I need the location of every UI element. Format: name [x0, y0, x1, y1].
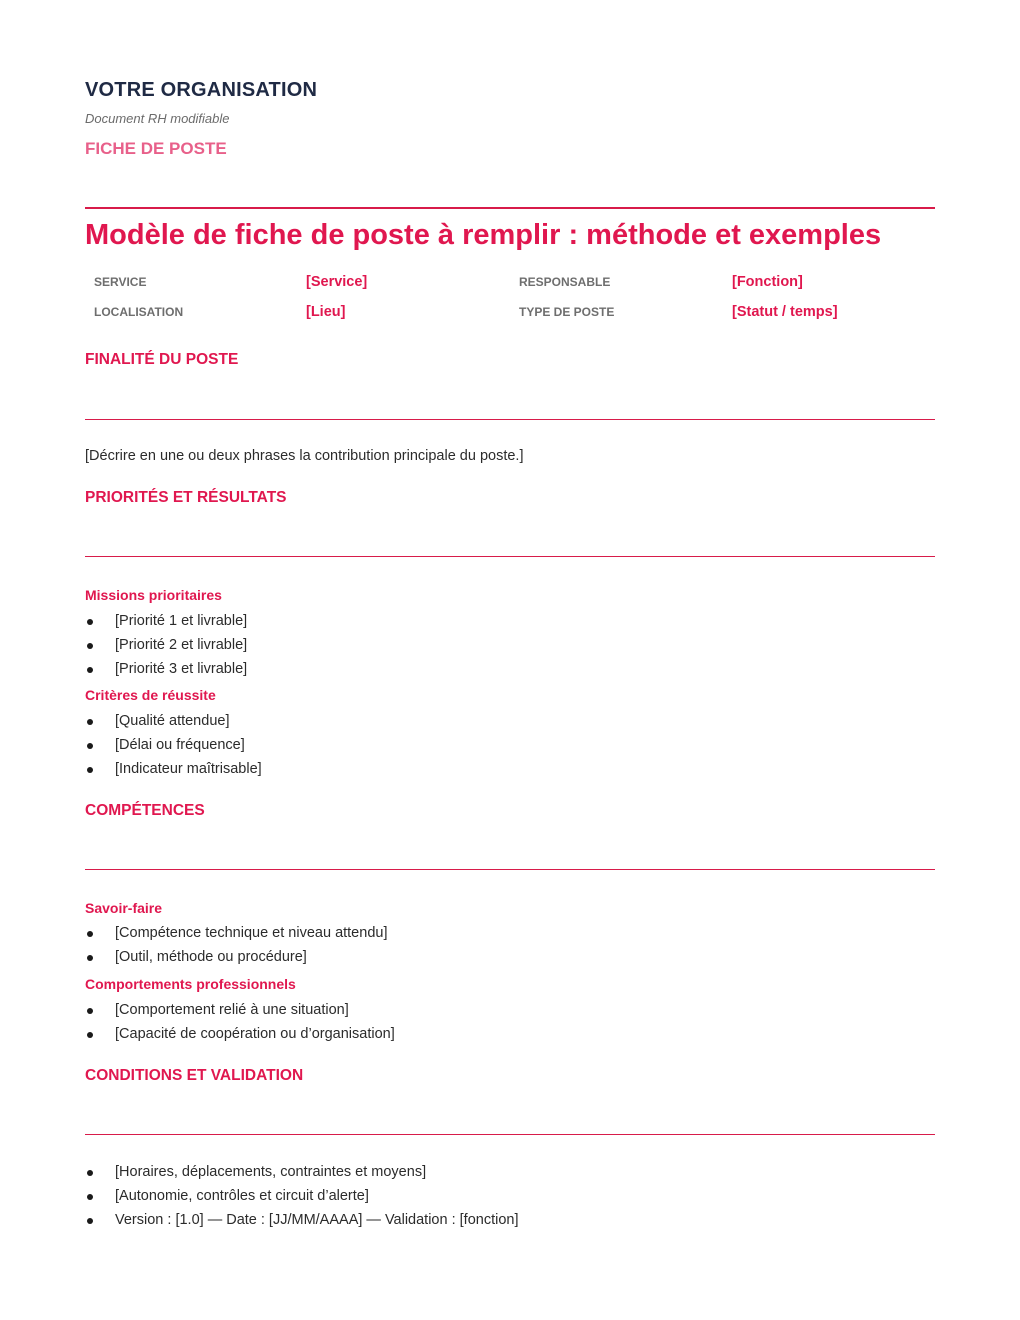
- bullet-icon: [87, 1170, 93, 1176]
- responsable-label: RESPONSABLE: [519, 275, 611, 289]
- list-item: [Compétence technique et niveau attendu]: [85, 921, 387, 945]
- list-item: [Délai ou fréquence]: [85, 733, 262, 757]
- list-item: [Priorité 1 et livrable]: [85, 609, 247, 633]
- criteres-list: [85, 709, 262, 781]
- list-item: [Capacité de coopération ou d’organisation]: [85, 1022, 395, 1046]
- type-poste-value: [Statut / temps]: [732, 304, 838, 320]
- list-item: [Outil, méthode ou procédure]: [85, 945, 387, 969]
- list-item: [Qualité attendue]: [85, 709, 262, 733]
- finalite-text: [Décrire en une ou deux phrases la contribution principale du poste.]: [85, 448, 524, 464]
- service-label: SERVICE: [94, 275, 147, 289]
- savoir-faire-subtitle: Savoir-faire: [85, 900, 163, 916]
- bullet-icon: [87, 1194, 93, 1200]
- bullet-icon: [87, 1032, 93, 1038]
- comportements-subtitle: Comportements professionnels: [85, 976, 296, 992]
- page-title: Modèle de fiche de poste à remplir : méthode et exemples: [85, 219, 882, 251]
- bullet-icon: [87, 1218, 93, 1224]
- responsable-value: [Fonction]: [732, 274, 803, 290]
- organization-subtitle: Document RH modifiable: [85, 111, 230, 126]
- missions-subtitle: Missions prioritaires: [85, 587, 222, 603]
- priorites-section-title: PRIORITÉS ET RÉSULTATS: [85, 489, 287, 506]
- list-item: [Comportement relié à une situation]: [85, 998, 395, 1022]
- competences-section-title: COMPÉTENCES: [85, 802, 205, 819]
- finalite-section-title: FINALITÉ DU POSTE: [85, 351, 239, 368]
- bullet-icon: [87, 931, 93, 937]
- document-type: FICHE DE POSTE: [85, 139, 227, 158]
- list-item: Version : [1.0] — Date : [JJ/MM/AAAA] — Validation : [fonction]: [85, 1208, 519, 1232]
- list-item: [Autonomie, contrôles et circuit d’alerte]: [85, 1184, 519, 1208]
- list-item: [Priorité 3 et livrable]: [85, 657, 247, 681]
- savoir-faire-list: [85, 921, 387, 969]
- conditions-divider: [85, 1134, 935, 1135]
- conditions-section-title: CONDITIONS ET VALIDATION: [85, 1067, 304, 1084]
- priorites-divider: [85, 556, 935, 557]
- bullet-icon: [87, 1008, 93, 1014]
- list-item: [Indicateur maîtrisable]: [85, 757, 262, 781]
- bullet-icon: [87, 767, 93, 773]
- type-poste-label: TYPE DE POSTE: [519, 305, 615, 319]
- finalite-divider: [85, 419, 935, 420]
- criteres-subtitle: Critères de réussite: [85, 687, 216, 703]
- service-value: [Service]: [306, 274, 368, 290]
- list-item: [Horaires, déplacements, contraintes et moyens]: [85, 1160, 519, 1184]
- bullet-icon: [87, 955, 93, 961]
- comportements-list: [85, 998, 395, 1046]
- bullet-icon: [87, 667, 93, 673]
- missions-list: [85, 609, 247, 681]
- bullet-icon: [87, 619, 93, 625]
- localisation-value: [Lieu]: [306, 304, 346, 320]
- organization-name: VOTRE ORGANISATION: [85, 79, 318, 101]
- conditions-list: [85, 1160, 519, 1232]
- localisation-label: LOCALISATION: [94, 305, 184, 319]
- list-item: [Priorité 2 et livrable]: [85, 633, 247, 657]
- bullet-icon: [87, 719, 93, 725]
- bullet-icon: [87, 643, 93, 649]
- bullet-icon: [87, 743, 93, 749]
- title-divider: [85, 207, 935, 209]
- competences-divider: [85, 869, 935, 870]
